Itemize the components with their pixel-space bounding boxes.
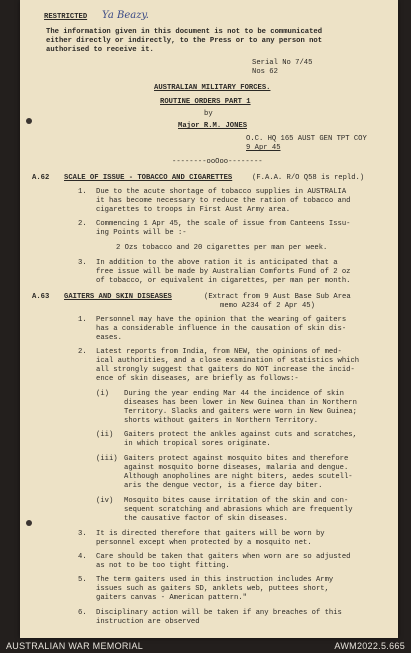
section-reference: memo A234 of 2 Apr 45) — [220, 302, 315, 310]
paragraph-line: it has become necessary to reduce the ration of tobacco and — [96, 197, 351, 205]
paragraph-number: 5. — [78, 576, 87, 584]
section-heading: GAITERS AND SKIN DISEASES — [64, 293, 172, 301]
divider: --------ooOoo-------- — [172, 158, 263, 166]
paragraph-number: 1. — [78, 316, 87, 324]
section-reference: (F.A.A. R/O Q58 is repld.) — [252, 174, 365, 182]
section-reference: (Extract from 9 Aust Base Sub Area — [204, 293, 351, 301]
unit-name: O.C. HQ 165 AUST GEN TPT COY — [246, 135, 367, 143]
subitem-number: (iii) — [96, 455, 118, 463]
subitem-line: sequent scratching and abrasions which are frequently — [124, 506, 353, 514]
paragraph-line: free issue will be made by Australian Comforts Fund of 2 oz — [96, 268, 351, 276]
subitem-line: Mosquito bites cause irritation of the skin and con- — [124, 497, 349, 505]
archive-footer — [0, 638, 411, 653]
subitem-line: Although anopholines are night biters, aedes scutell- — [124, 473, 353, 481]
paragraph-number: 2. — [78, 220, 87, 228]
subitem-line: in which tropical sores originate. — [124, 440, 271, 448]
paragraph-line: ence of skin diseases, are briefly as follows:- — [96, 375, 299, 383]
subitem-line: against mosquito borne diseases, malaria and dengue. — [124, 464, 349, 472]
paragraph-line: personnel except when protected by a mosquito net. — [96, 539, 312, 547]
paragraph-line: all strongly suggest that gaiters do NOT increase the incid- — [96, 366, 355, 374]
document-subtitle: ROUTINE ORDERS PART 1 — [160, 98, 251, 106]
punch-hole — [26, 118, 32, 124]
handwritten-note: Ya Beazy. — [102, 10, 149, 21]
paragraph-line: gaiters canvas - American pattern." — [96, 594, 247, 602]
paragraph-line: Personnel may have the opinion that the wearing of gaiters — [96, 316, 347, 324]
paragraph-line: of tobacco, or equivalent in cigarettes, per man per month. — [96, 277, 351, 285]
subitem-line: diseases has been lower in New Guinea than in Northern — [124, 399, 357, 407]
subitem-line: aris the dengue vector, is a fierce day biter. — [124, 482, 323, 490]
paragraph-number: 3. — [78, 530, 87, 538]
subitem-number: (ii) — [96, 431, 114, 439]
paragraph-line: cigarettes to troops in First Aust Army area. — [96, 206, 291, 214]
notice-line: The information given in this document is not to be communicated — [46, 28, 323, 36]
paragraph-line: issues such as gaiters SD, anklets web, puttees short, — [96, 585, 329, 593]
paragraph-line: has a considerable influence in the causation of skin dis- — [96, 325, 347, 333]
officer-name: Major R.M. JONES — [178, 122, 248, 130]
paragraph-line: Due to the acute shortage of tobacco supplies in AUSTRALIA — [96, 188, 347, 196]
document-page — [20, 0, 398, 638]
paragraph-line: ical authorities, and a close examination of statistics which — [96, 357, 360, 365]
paragraph-line: It is directed therefore that gaiters will be worn by — [96, 530, 325, 538]
ration-statement: 2 Ozs tobacco and 20 cigarettes per man per week. — [116, 244, 328, 252]
subitem-line: the causative factor of skin diseases. — [124, 515, 288, 523]
subitem-line: Gaiters protect the ankles against cuts and scratches, — [124, 431, 357, 439]
notice-line: authorised to receive it. — [46, 46, 154, 54]
paragraph-line: The term gaiters used in this instruction includes Army — [96, 576, 334, 584]
notice-line: either directly or indirectly, to the Press or to any person not — [46, 37, 323, 45]
document-title: AUSTRALIAN MILITARY FORCES. — [154, 84, 271, 92]
paragraph-number: 1. — [78, 188, 87, 196]
archive-reference: AWM2022.5.665 — [334, 640, 405, 651]
archive-name: AUSTRALIAN WAR MEMORIAL — [6, 640, 144, 651]
paragraph-line: In addition to the above ration it is anticipated that a — [96, 259, 338, 267]
section-number: A.62 — [32, 174, 50, 182]
classification-mark: RESTRICTED — [44, 13, 88, 21]
section-number: A.63 — [32, 293, 50, 301]
section-heading: SCALE OF ISSUE - TOBACCO AND CIGARETTES — [64, 174, 233, 182]
subitem-line: Gaiters protect against mosquito bites and therefore — [124, 455, 349, 463]
by-line: by — [204, 110, 213, 118]
paragraph-line: ing Points will be :- — [96, 229, 187, 237]
paragraph-line: Commencing 1 Apr 45, the scale of issue from Canteens Issu- — [96, 220, 351, 228]
punch-hole — [26, 520, 32, 526]
paragraph-number: 6. — [78, 609, 87, 617]
paragraph-line: Care should be taken that gaiters when worn are so adjusted — [96, 553, 351, 561]
serial-number: Serial No 7/45 — [252, 59, 313, 67]
paragraph-line: eases. — [96, 334, 122, 342]
paragraph-line: Latest reports from India, from NEW, the opinions of med- — [96, 348, 342, 356]
subitem-number: (i) — [96, 390, 109, 398]
order-number: Nos 62 — [252, 68, 278, 76]
subitem-line: Territory. Slacks and gaiters were worn in New Guinea; — [124, 408, 357, 416]
paragraph-line: as not to be too tight fitting. — [96, 562, 230, 570]
paragraph-number: 4. — [78, 553, 87, 561]
order-date: 9 Apr 45 — [246, 144, 281, 152]
paragraph-number: 3. — [78, 259, 87, 267]
paragraph-line: instruction are observed — [96, 618, 200, 626]
paragraph-line: Disciplinary action will be taken if any breaches of this — [96, 609, 342, 617]
subitem-line: During the year ending Mar 44 the incidence of skin — [124, 390, 344, 398]
subitem-line: shorts without gaiters in Northern Territory. — [124, 417, 319, 425]
paragraph-number: 2. — [78, 348, 87, 356]
subitem-number: (iv) — [96, 497, 114, 505]
